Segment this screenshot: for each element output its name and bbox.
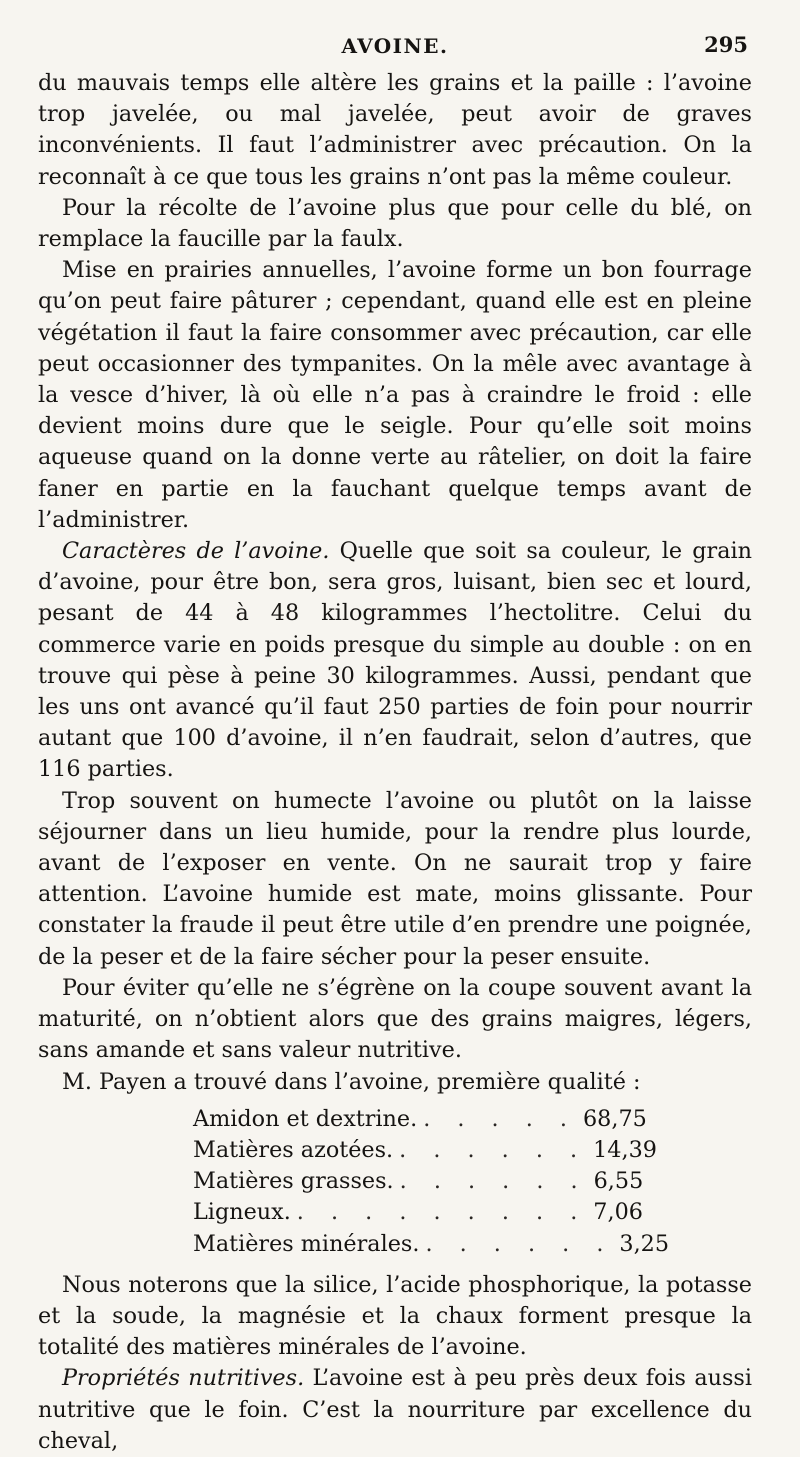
leader-dots: . . . . .	[423, 1105, 577, 1132]
page-number: 295	[704, 32, 748, 57]
paragraph: Nous noterons que la silice, l’acide phosphorique, la potasse et la soude, la magnésie et la chaux forment presque la totalité des matières minérales de l’avoine.	[38, 1271, 752, 1361]
paragraph	[38, 536, 752, 786]
section-lead: Caractères de l’avoine.	[62, 538, 330, 565]
row-value: 68,75	[583, 1105, 647, 1132]
row-label: Matières azotées.	[193, 1136, 394, 1163]
leader-dots: . . . . . . . . .	[296, 1199, 588, 1226]
row-value: 6,55	[593, 1168, 644, 1195]
running-title: AVOINE.	[341, 34, 449, 58]
paragraph: du mauvais temps elle altère les grains et la paille : l’avoine trop javelée, ou mal javelée, peut avoir de graves inconvénients. Il faut l’administrer avec précaution. On la reconnaît à ce que tous les grains n’ont pas la même couleur.	[38, 70, 752, 190]
paragraph-text: L’avoine est à peu près deux fois aussi nutritive que le foin. C’est la nourriture par excellence du cheval,	[38, 1365, 753, 1454]
row-value: 14,39	[593, 1136, 657, 1163]
body-text	[38, 68, 752, 1457]
page-header	[38, 28, 752, 68]
paragraph: Pour éviter qu’elle ne s’égrène on la coupe souvent avant la maturité, on n’obtient alors que des grains maigres, légers, sans amande et sans valeur nutritive.	[38, 974, 752, 1064]
paragraph	[38, 1363, 752, 1457]
table-row	[193, 1104, 647, 1135]
composition-table	[193, 1104, 670, 1260]
paragraph: Mise en prairies annuelles, l’avoine forme un bon fourrage qu’on peut faire pâturer ; cependant, quand elle est en pleine végétation il faut la faire consommer avec précaution, car elle peut occasionner des tympanites. On la mêle avec avantage à la vesce d’hiver, là où elle n’a pas à craindre le froid : elle devient moins dure que le seigle. Pour qu’elle soit moins aqueuse quand on la donne verte au râtelier, on doit la faire faner en partie en la fauchant quelque temps avant de l’administrer.	[38, 257, 752, 533]
row-label: Ligneux.	[193, 1199, 291, 1226]
paragraph: Trop souvent on humecte l’avoine ou plutôt on la laisse séjourner dans un lieu humide, pour la rendre plus lourde, avant de l’exposer en vente. On ne saurait trop y faire attention. L’avoine humide est mate, moins glissante. Pour constater la fraude il peut être utile d’en prendre une poignée, de la peser et de la faire sécher pour la peser ensuite.	[38, 787, 752, 970]
table-row	[193, 1135, 657, 1166]
book-page	[38, 28, 752, 1457]
row-value: 3,25	[619, 1230, 670, 1257]
section-lead: Propriétés nutritives.	[62, 1365, 305, 1392]
row-label: Matières minérales.	[193, 1230, 420, 1257]
leader-dots: . . . . . .	[399, 1168, 588, 1195]
paragraph: M. Payen a trouvé dans l’avoine, première qualité :	[62, 1068, 641, 1095]
leader-dots: . . . . . .	[399, 1136, 588, 1163]
table-row	[193, 1166, 644, 1197]
paragraph-text: Quelle que soit sa couleur, le grain d’avoine, pour être bon, sera gros, luisant, bien sec et lourd, pesant de 44 à 48 kilogrammes l’hectolitre. Celui du commerce varie en poids presque du simple au double : on en trouve qui pèse à peine 30 kilogrammes. Aussi, pendant que les uns ont avancé qu’il faut 250 parties de foin pour nourrir autant que 100 d’avoine, il n’en faudrait, selon d’autres, que 116 parties.	[38, 538, 752, 783]
leader-dots: . . . . . .	[425, 1230, 614, 1257]
table-row	[193, 1229, 670, 1260]
table-row	[193, 1197, 643, 1228]
paragraph: Pour la récolte de l’avoine plus que pour celle du blé, on remplace la faucille par la faulx.	[38, 194, 752, 253]
row-label: Matières grasses.	[193, 1168, 394, 1195]
row-value: 7,06	[593, 1199, 643, 1226]
row-label: Amidon et dextrine.	[193, 1105, 418, 1132]
